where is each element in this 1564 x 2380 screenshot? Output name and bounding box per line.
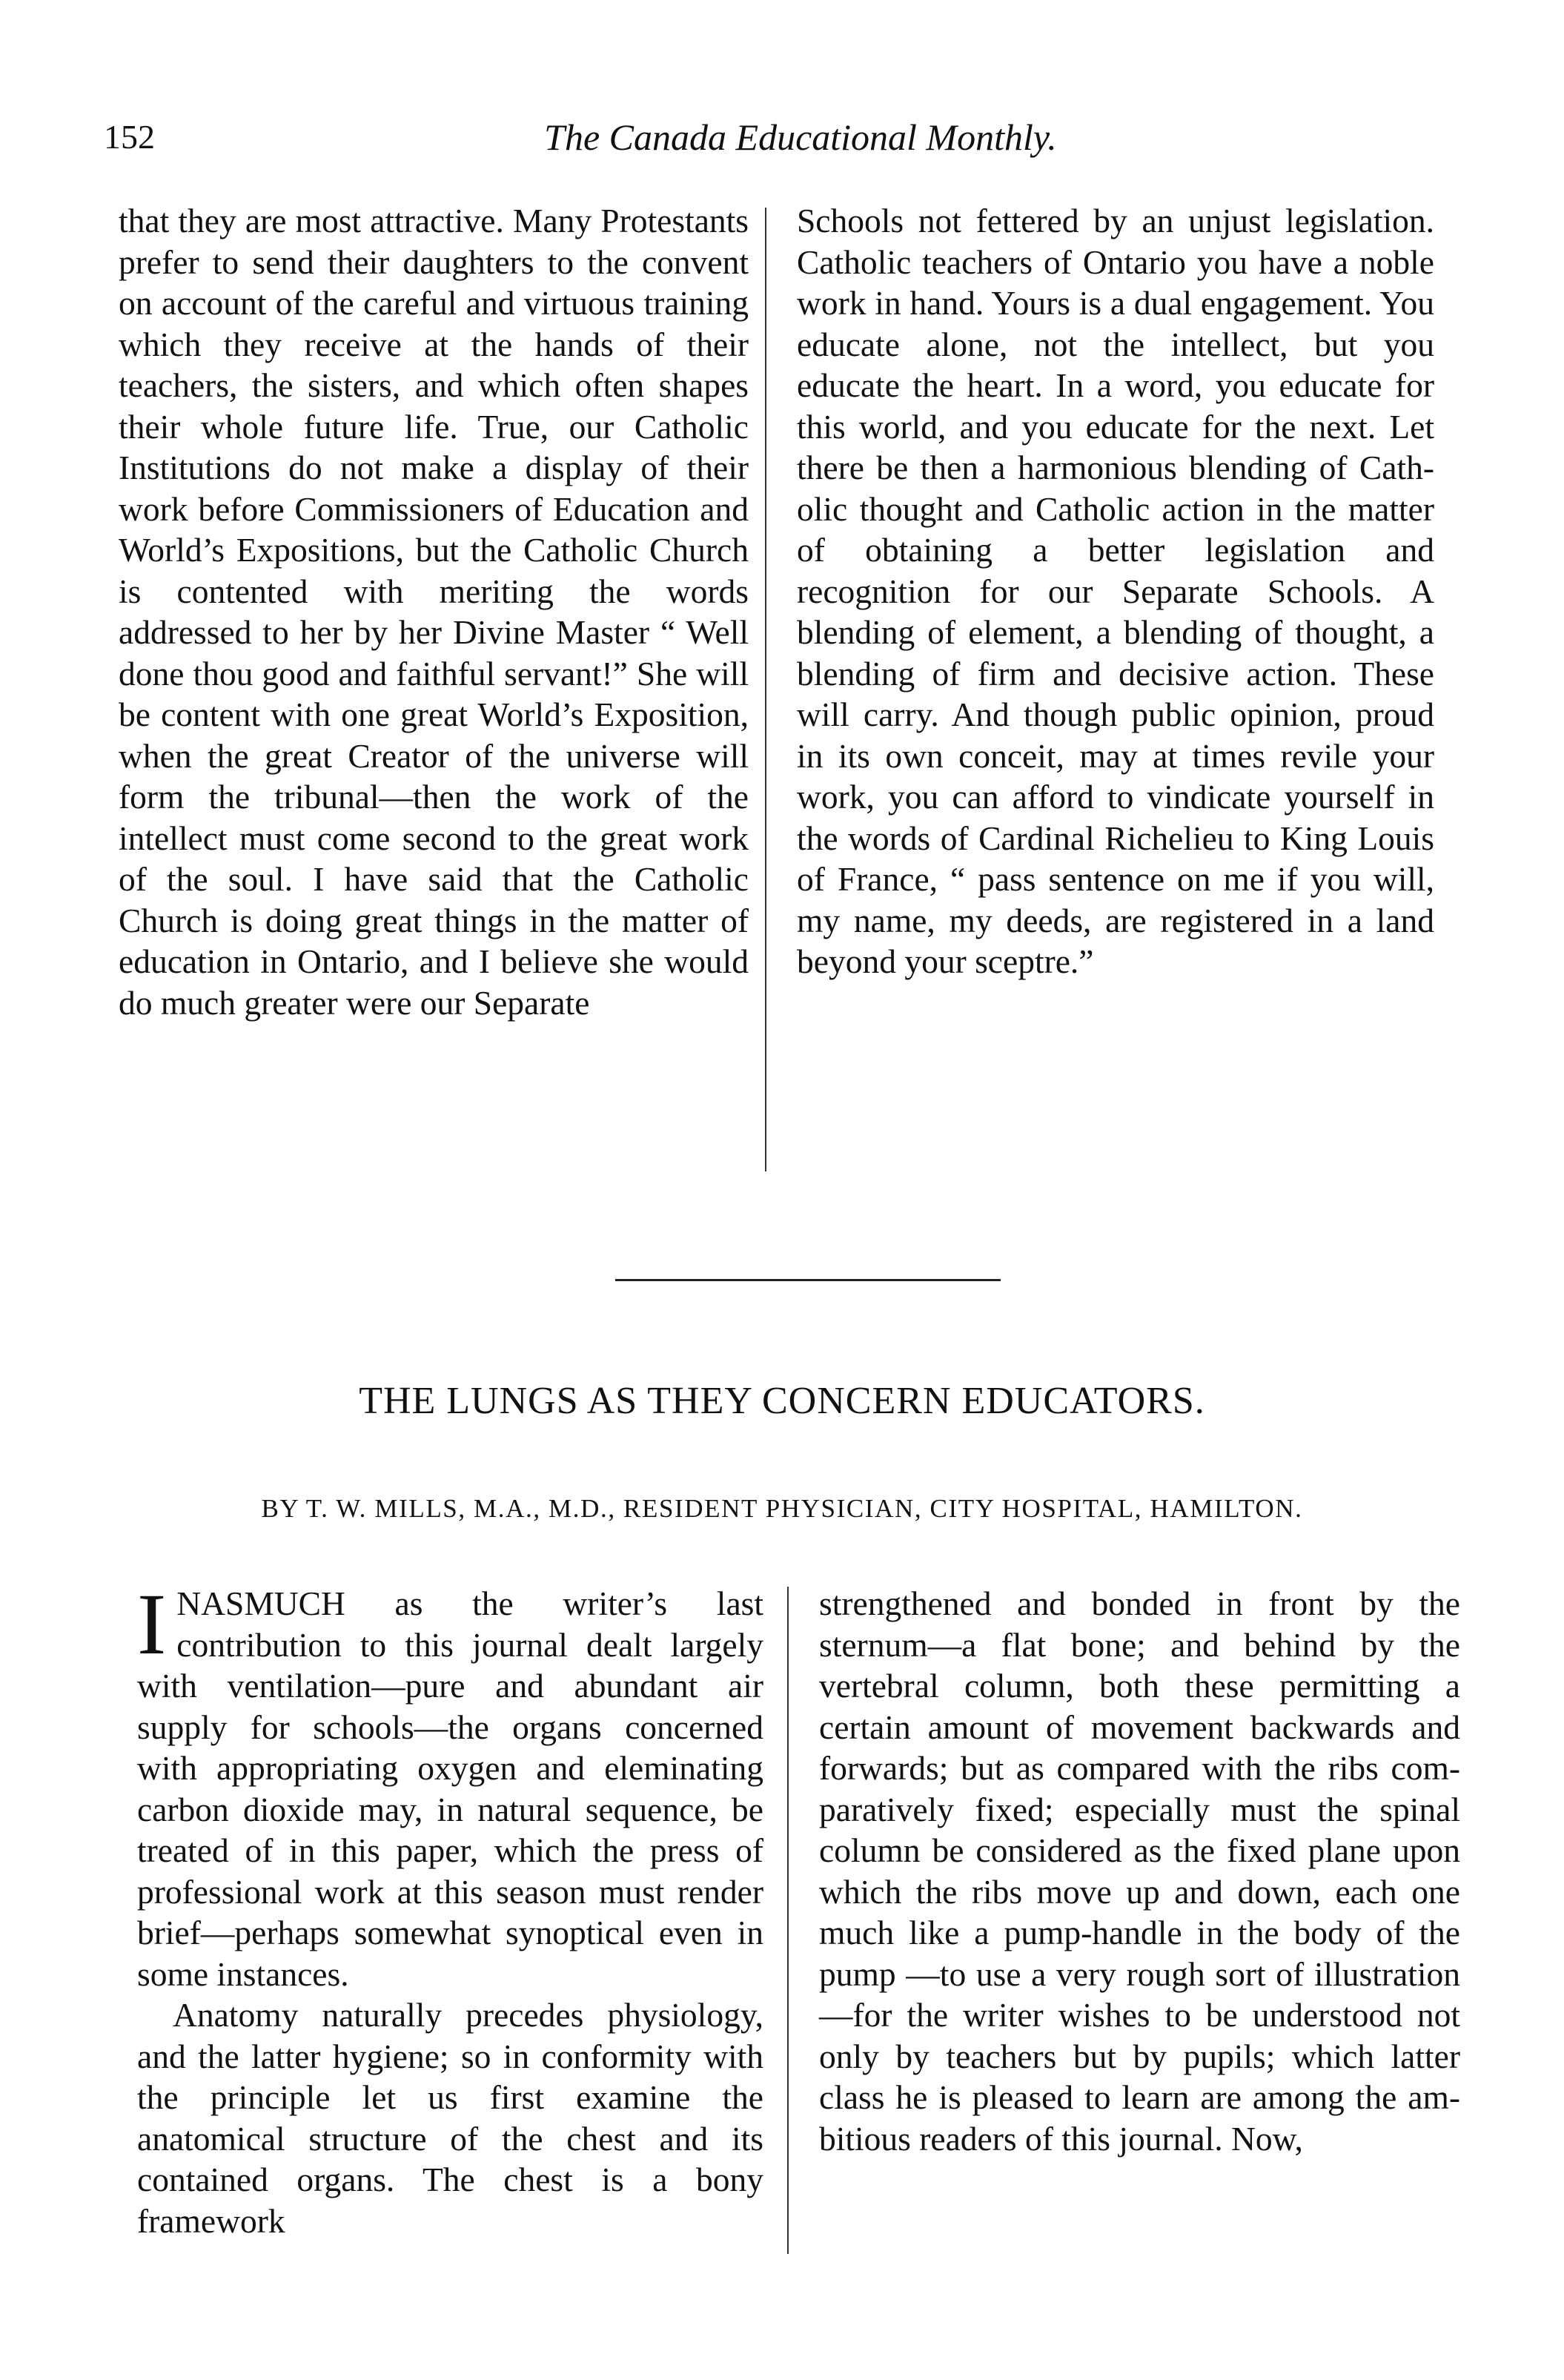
article-paragraph-1-text: NASMUCH as the writer’s last contribution to this journal dealt largely with ventilation—pure and abundant air supply for schools—the organs concerned with appropriating oxygen and eleminating carbon dioxide may, in natural sequence, be treated of in this paper, which the press of professional work at this season must render brief—perhaps somewhat synoptical even in some instances. (137, 1584, 763, 1993)
section-divider (615, 1279, 1001, 1281)
article-right-text: strengthened and bonded in front by the sternum—a flat bone; and behind by the vertebral column, both these permitting a certain amount of movement backwards and forwards; but as compared with the ribs comparatively fixed; especially must the spinal column be considered as the fixed plane upon which the ribs move up and down, each one much like a pump-handle in the body of the pump —to use a very rough sort of illustration—for the writer wishes to be understood not only by teachers but by pupils; which latter class he is pleased to learn are among the ambitious readers of this journal. Now, (819, 1584, 1460, 2158)
article-paragraph-2: Anatomy naturally precedes physiology, and the latter hygiene; so in conformity with the principle let us first examine the anatomical structure of the chest and its contained organs. The chest is a bony framework (137, 1996, 763, 2240)
article-paragraph-1 (137, 1576, 763, 1994)
running-head: The Canada Educational Monthly. (544, 116, 1057, 158)
continued-right-column (797, 200, 1434, 982)
article-title: THE LUNGS AS THEY CONCERN EDUCATORS. (359, 1380, 1205, 1422)
column-rule-bottom (787, 1587, 789, 2254)
continued-right-text: Schools not fettered by an unjust legislation. Catholic teachers of Ontario you have a noble work in hand. Yours is a dual engagement. You educate alone, not the intellect, but you educate the heart. In a word, you educate for this world, and you educate for the next. Let there be then a harmonious blending of Catholic thought and Catholic action in the matter of obtaining a better legislation and recognition for our Separate Schools. A blending of element, a blending of thought, a blending of firm and decisive action. These will carry. And though public opinion, proud in its own conceit, may at times revile your work, you can afford to vindicate yourself in the words of Cardinal Richelieu to King Louis of France, “ pass sentence on me if you will, my name, my deeds, are registered in a land beyond your sceptre.” (797, 202, 1434, 980)
article-byline: BY T. W. MILLS, M.A., M.D., RESIDENT PHYSICIAN, CITY HOSPITAL, HAMILTON. (261, 1494, 1303, 1523)
article-right-column (819, 1583, 1460, 2159)
continued-left-text: that they are most attractive. Many Protestants prefer to send their daughters to the convent on account of the careful and virtuous training which they receive at the hands of their teachers, the sisters, and which often shapes their whole future life. True, our Catholic Institutions do not make a display of their work before Commissioners of Education and World’s Expositions, but the Catholic Church is contented with meriting the words addressed to her by her Divine Master “ Well done thou good and faithful servant!” She will be content with one great World’s Exposition, when the great Creator of the universe will form the tribunal—then the work of the intellect must come second to the great work of the soul. I have said that the Catholic Church is doing great things in the matter of education in Ontario, and I believe she would do much greater were our Separate (119, 202, 749, 1022)
column-rule-top (765, 208, 766, 1171)
continued-left-column (119, 200, 749, 1023)
page-number: 152 (104, 118, 155, 156)
drop-cap: I (137, 1576, 167, 1673)
article-left-column (137, 1576, 763, 2241)
page-header (104, 111, 1497, 163)
